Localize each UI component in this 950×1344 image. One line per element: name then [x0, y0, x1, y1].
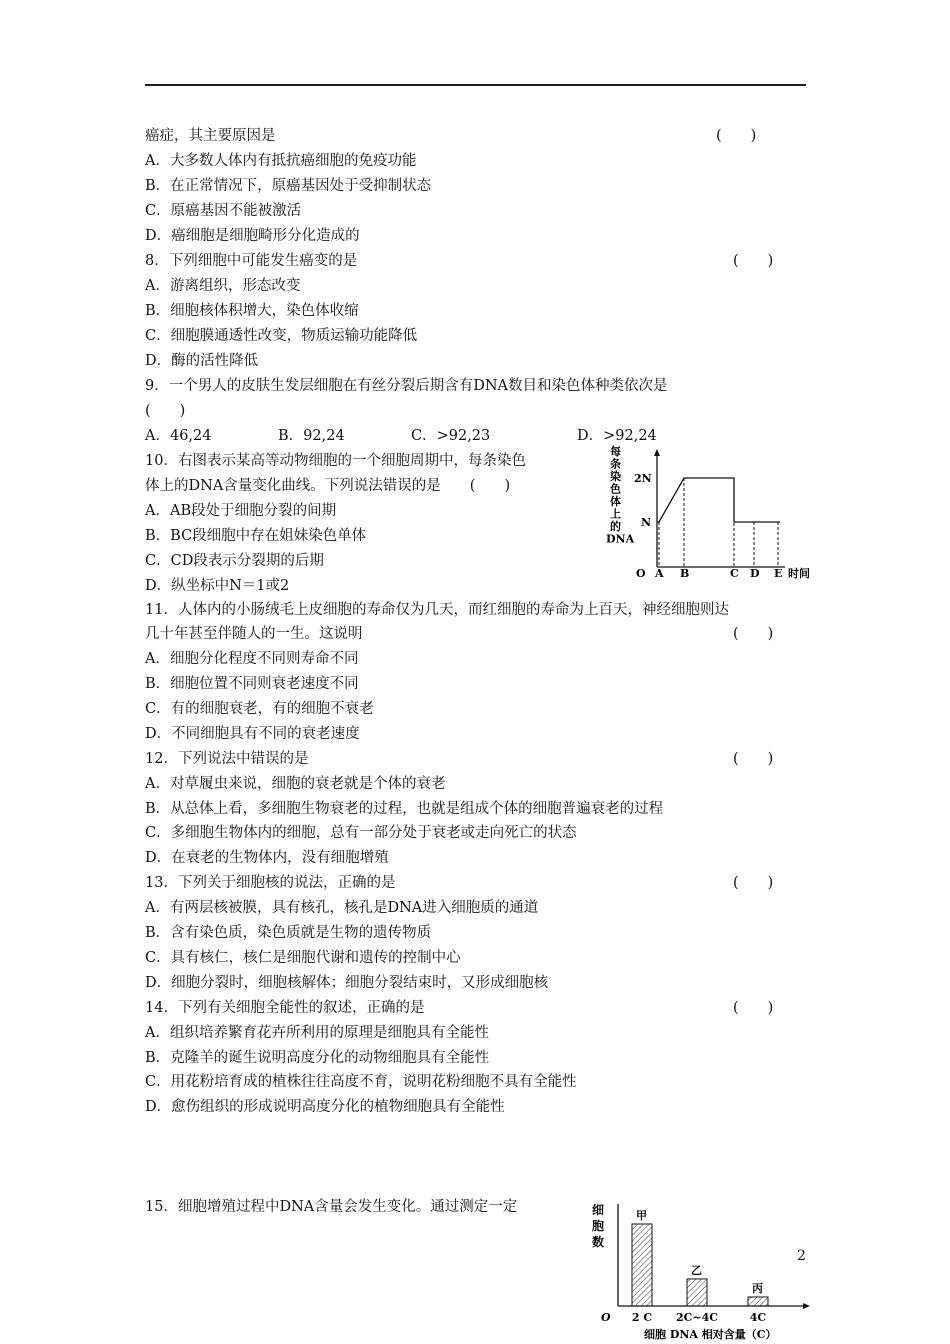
answer-bracket-q13: ( ): [733, 875, 774, 891]
text-line: B．含有染色质，染色质就是生物的遗传物质: [145, 925, 432, 941]
chart2-xlabel: 细胞 DNA 相对含量（C）: [644, 1328, 777, 1341]
chart2-bar-label: 丙: [752, 1281, 763, 1295]
chart2-xtick: 4C: [749, 1311, 767, 1324]
chart1-ylabel-char: 条: [610, 457, 621, 471]
q9-option-d: D．>92,24: [577, 428, 657, 444]
text-line: 癌症，其主要原因是: [145, 128, 276, 144]
text-line: B．从总体上看，多细胞生物衰老的过程，也就是组成个体的细胞普遍衰老的过程: [145, 801, 664, 817]
chart1-ylabel-char: 的: [610, 520, 621, 533]
text-line: 几十年甚至伴随人的一生。这说明: [145, 626, 363, 642]
text-line: D．酶的活性降低: [145, 353, 259, 369]
chart1-ylabel: [606, 445, 635, 546]
chart1-xtick-e: E: [774, 567, 783, 580]
text-line: A．组织培养繁育花卉所利用的原理是细胞具有全能性: [145, 1025, 489, 1041]
text-line: ( ): [145, 403, 186, 419]
text-line: D．癌细胞是细胞畸形分化造成的: [145, 228, 360, 244]
page-number: 2: [797, 1248, 806, 1264]
text-line: 11．人体内的小肠绒毛上皮细胞的寿命仅为几天，而红细胞的寿命为上百天，神经细胞则达: [145, 602, 729, 618]
text-line: D．细胞分裂时，细胞核解体；细胞分裂结束时，又形成细胞核: [145, 975, 549, 991]
chart1-ytick-2n: 2N: [634, 472, 652, 485]
text-line: 10．右图表示某高等动物细胞的一个细胞周期中，每条染色: [145, 453, 526, 469]
q9-option-b: B．92,24: [278, 428, 345, 444]
text-line: 13．下列关于细胞核的说法，正确的是: [145, 875, 396, 891]
chart1-xtick-d: D: [750, 567, 760, 580]
dna-per-chromosome-chart: [600, 445, 820, 585]
text-line: B．细胞位置不同则衰老速度不同: [145, 676, 359, 692]
chart2-bar: [687, 1279, 707, 1306]
text-line: A．对草履虫来说，细胞的衰老就是个体的衰老: [145, 776, 446, 792]
text-line: C．原癌基因不能被激活: [145, 203, 302, 219]
text-line: A．游离组织，形态改变: [145, 278, 301, 294]
text-line: C．细胞膜通透性改变，物质运输功能降低: [145, 328, 418, 344]
text-line: A．AB段处于细胞分裂的间期: [145, 503, 337, 519]
chart2-ylabel-char: 胞: [592, 1219, 605, 1233]
q9-option-a: A．46,24: [145, 428, 212, 444]
chart1-dna-curve: [657, 478, 780, 522]
chart1-ylabel-char: 体: [610, 495, 621, 508]
chart1-ylabel-char: 色: [610, 482, 621, 496]
text-line: A．细胞分化程度不同则寿命不同: [145, 651, 359, 667]
text-line: D．愈伤组织的形成说明高度分化的植物细胞具有全能性: [145, 1099, 505, 1115]
answer-bracket-q11: ( ): [733, 626, 774, 642]
text-line: 14．下列有关细胞全能性的叙述，正确的是: [145, 1000, 425, 1016]
chart2-bar: [632, 1224, 652, 1306]
answer-bracket-q12: ( ): [733, 751, 774, 767]
chart1-ylabel-char: 每: [610, 445, 621, 458]
text-line: C．用花粉培育成的植株往往高度不育，说明花粉细胞不具有全能性: [145, 1074, 577, 1090]
chart2-bar-label: 甲: [636, 1209, 647, 1222]
text-line: 8．下列细胞中可能发生癌变的是: [145, 253, 358, 269]
text-line: D．在衰老的生物体内，没有细胞增殖: [145, 850, 389, 866]
chart2-bar-label: 乙: [691, 1263, 702, 1277]
chart1-ylabel-char: 上: [610, 507, 621, 521]
text-line: 9．一个男人的皮肤生发层细胞在有丝分裂后期含有DNA数目和染色体种类依次是: [145, 378, 668, 394]
answer-bracket-q7: ( ): [716, 128, 757, 144]
text-line: C．有的细胞衰老，有的细胞不衰老: [145, 701, 374, 717]
chart2-bar: [748, 1297, 768, 1306]
chart2-xtick: 2 C: [631, 1311, 653, 1324]
answer-bracket-q8: ( ): [733, 253, 774, 269]
chart1-xlabel: 时间: [788, 567, 810, 580]
chart1-ylabel-char: DNA: [606, 532, 635, 546]
question-15-text: 15．细胞增殖过程中DNA含量会发生变化。通过测定一定: [145, 1199, 518, 1215]
chart1-ylabel-char: 染: [610, 470, 621, 483]
header-rule: [145, 84, 806, 86]
answer-bracket-q14: ( ): [733, 1000, 774, 1016]
chart1-xtick-b: B: [680, 567, 690, 580]
chart1-xtick-c: C: [730, 567, 739, 580]
text-line: A．大多数人体内有抵抗癌细胞的免疫功能: [145, 153, 417, 169]
chart2-ylabel: [592, 1202, 604, 1249]
chart2-ylabel-char: 细: [592, 1203, 605, 1217]
text-line: 12．下列说法中错误的是: [145, 751, 309, 767]
chart1-ytick-n: N: [641, 516, 652, 529]
text-line: C．CD段表示分裂期的后期: [145, 553, 324, 569]
text-line: D．纵坐标中N＝1或2: [145, 578, 290, 594]
chart2-xtick: 2C~4C: [675, 1311, 719, 1324]
text-line: C．多细胞生物体内的细胞，总有一部分处于衰老或走向死亡的状态: [145, 825, 577, 841]
chart1-xtick-o: O: [636, 567, 646, 580]
text-line: 体上的DNA含量变化曲线。下列说法错误的是 ( ): [145, 478, 511, 494]
chart1-y-arrow: [654, 449, 660, 456]
q9-option-c: C．>92,23: [411, 428, 491, 444]
cell-count-bar-chart: [588, 1200, 828, 1344]
chart2-x-arrow: [803, 1303, 810, 1309]
text-line: B．克隆羊的诞生说明高度分化的动物细胞具有全能性: [145, 1050, 490, 1066]
text-line: C．具有核仁，核仁是细胞代谢和遗传的控制中心: [145, 950, 461, 966]
text-line: A．有两层核被膜，具有核孔，核孔是DNA进入细胞质的通道: [145, 900, 539, 916]
chart2-ylabel-char: 数: [592, 1235, 605, 1249]
chart2-origin: O: [601, 1311, 611, 1324]
text-line: D．不同细胞具有不同的衰老速度: [145, 726, 360, 742]
text-line: B．在正常情况下，原癌基因处于受抑制状态: [145, 178, 432, 194]
text-line: B．细胞核体积增大，染色体收缩: [145, 303, 359, 319]
text-line: B．BC段细胞中存在姐妹染色单体: [145, 528, 367, 544]
chart1-xtick-a: A: [655, 567, 664, 580]
